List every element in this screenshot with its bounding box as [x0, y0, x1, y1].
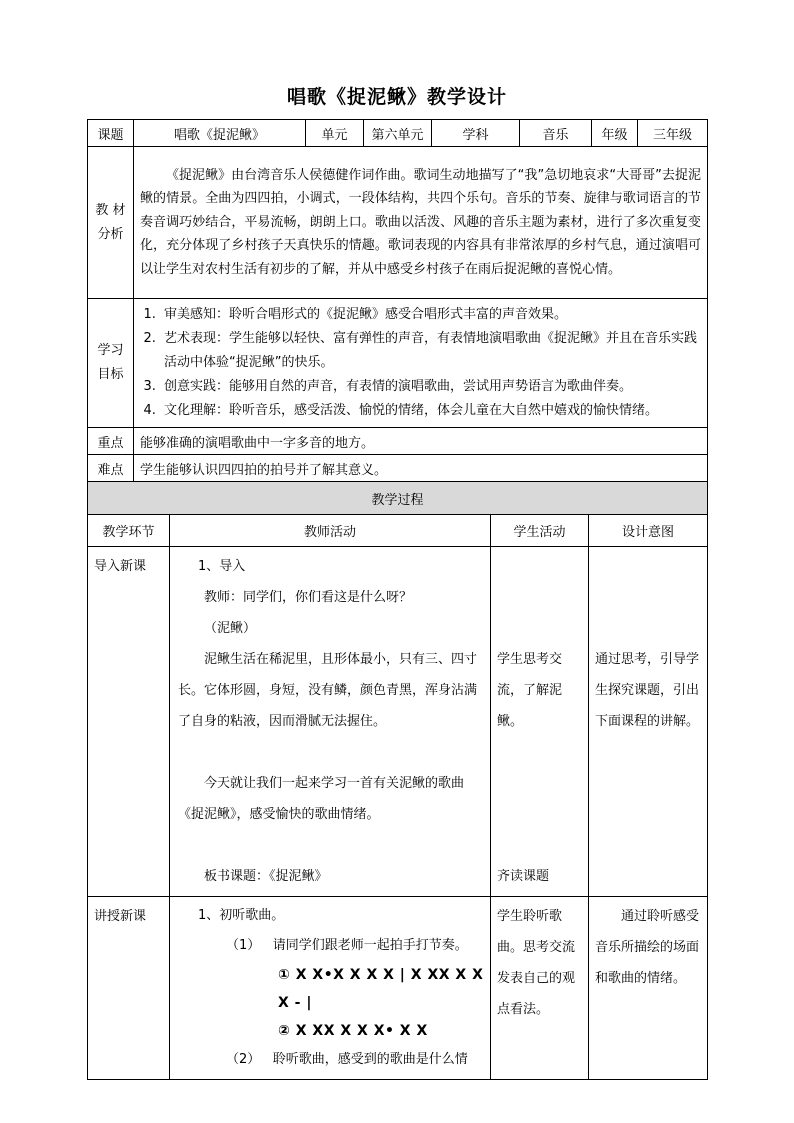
info-table	[87, 119, 708, 482]
unit-label: 单元	[306, 120, 364, 147]
difficulty-text: 学生能够认识四四拍的拍号并了解其意义。	[134, 455, 708, 482]
intro-description: 泥鳅生活在稀泥里，且形体最小，只有三、四寸长。它体形圆，身短，没有鳞，颜色青黑，浑身沾满了自身的粘液，因而滑腻无法握住。	[178, 652, 478, 729]
grade-value: 三年级	[638, 120, 708, 147]
new-heading: 1、初听歌曲。	[198, 908, 285, 923]
step1-text: 请同学们跟老师一起拍手打节奏。	[272, 938, 468, 953]
page-title: 唱歌《捉泥鳅》教学设计	[286, 86, 507, 108]
process-title: 教学过程	[88, 482, 708, 515]
key-point-text: 能够准确的演唱歌曲中一字多音的地方。	[134, 428, 708, 455]
goals-list	[134, 301, 707, 425]
intro-teacher-activity	[170, 547, 491, 897]
topic-label: 课题	[88, 120, 134, 147]
intro-student-activity	[491, 547, 589, 897]
unit-value: 第六单元	[364, 120, 432, 147]
new-step1	[178, 931, 484, 961]
goals-label: 学习目标	[88, 299, 134, 428]
new-student-activity: 学生聆听歌曲。思考交流发表自己的观点看法。	[491, 897, 589, 1080]
rhythm-line-2: ② X XX X X X• X X	[278, 1023, 428, 1039]
intro-student-read: 齐读课题	[497, 869, 550, 884]
step2-number: （2）	[226, 1052, 261, 1067]
intro-intent	[589, 547, 708, 897]
grade-label: 年级	[592, 120, 638, 147]
step1-number: （1）	[226, 938, 261, 953]
col-header-intent: 设计意图	[589, 515, 708, 547]
analysis-text: 《捉泥鳅》由台湾音乐人侯德健作词作曲。歌词生动地描写了“我”急切地哀求“大哥哥”去捉泥鳅的情景。全曲为四四拍，小调式，一段体结构，共四个乐句。音乐的节奏、旋律与歌词语言的节奏音调巧妙结合，平易流畅，朗朗上口。歌曲以活泼、风趣的音乐主题为素材，进行了多次重复变化，充分体现了乡村孩子天真快乐的情趣。歌词表现的内容具有非常浓厚的乡村气息，通过演唱可以让学生对农村生活有初步的了解，并从中感受乡村孩子在雨后捉泥鳅的喜悦心情。	[140, 167, 701, 277]
goal-item: 4. 文化理解：聆听音乐，感受活泼、愉悦的情绪，体会儿童在大自然中嬉戏的愉快情绪。	[160, 399, 701, 423]
col-header-teacher: 教师活动	[170, 515, 491, 547]
new-teacher-activity	[170, 897, 491, 1080]
col-header-student: 学生活动	[491, 515, 589, 547]
process-table	[87, 481, 708, 1080]
goal-item: 2. 艺术表现：学生能够以轻快、富有弹性的声音，有表情地演唱歌曲《捉泥鳅》并且在音乐实践活动中体验“捉泥鳅”的快乐。	[160, 327, 701, 375]
difficulty-label: 难点	[88, 455, 134, 482]
intro-today: 今天就让我们一起来学习一首有关泥鳅的歌曲《捉泥鳅》，感受愉快的歌曲情绪。	[178, 776, 465, 822]
intro-answer: （泥鳅）	[204, 621, 257, 636]
goal-item: 1. 审美感知：聆听合唱形式的《捉泥鳅》感受合唱形式丰富的声音效果。	[160, 303, 701, 327]
rhythm-line-1: ① X X•X X X X | X XX X X X - |	[278, 967, 484, 1011]
key-point-label: 重点	[88, 428, 134, 455]
intro-intent-text: 通过思考，引导学生探究课题，引出下面课程的讲解。	[595, 652, 700, 729]
intro-stage: 导入新课	[88, 547, 170, 897]
goal-item: 3. 创意实践：能够用自然的声音，有表情的演唱歌曲，尝试用声势语言为歌曲伴奏。	[160, 375, 701, 399]
intro-student-text: 学生思考交流，了解泥鳅。	[497, 652, 563, 729]
topic-value: 唱歌《捉泥鳅》	[134, 120, 306, 147]
intro-question: 教师：同学们，你们看这是什么呀？	[204, 590, 413, 605]
col-header-stage: 教学环节	[88, 515, 170, 547]
intro-board: 板书课题：《捉泥鳅》	[204, 869, 328, 884]
analysis-label: 教 材分析	[88, 147, 134, 299]
new-intent: 通过聆听感受音乐所描绘的场面和歌曲的情绪。	[589, 897, 708, 1080]
new-step2	[178, 1045, 484, 1075]
new-stage: 讲授新课	[88, 897, 170, 1080]
intro-heading: 1、导入	[198, 559, 246, 574]
subject-value: 音乐	[520, 120, 592, 147]
subject-label: 学科	[432, 120, 520, 147]
step2-text: 聆听歌曲，感受到的歌曲是什么情	[272, 1052, 468, 1067]
